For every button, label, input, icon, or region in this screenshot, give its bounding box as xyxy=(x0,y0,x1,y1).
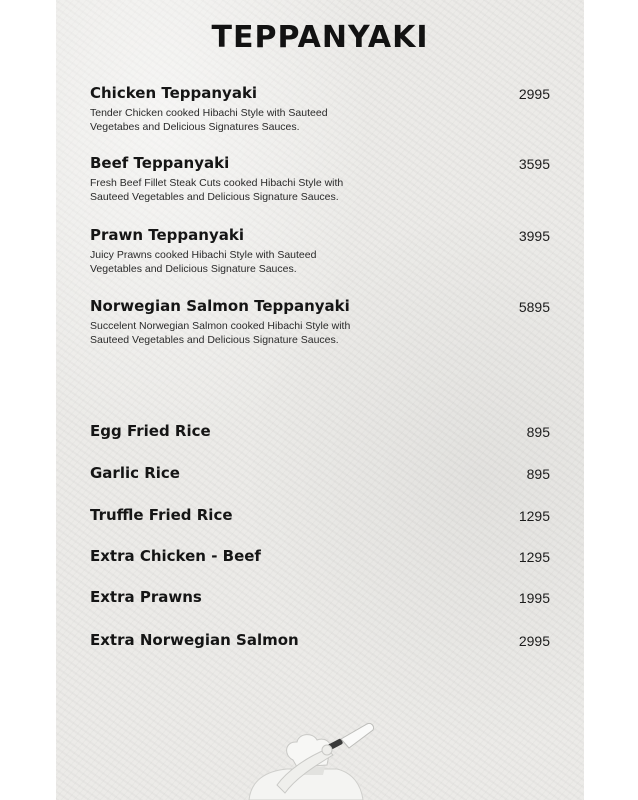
side-item-name: Extra Norwegian Salmon xyxy=(90,631,299,649)
menu-item-price: 2995 xyxy=(518,86,550,102)
menu-item-price: 3995 xyxy=(518,228,550,244)
side-item-price: 1295 xyxy=(518,508,550,524)
menu-item-name: Norwegian Salmon Teppanyaki xyxy=(90,297,350,315)
menu-item-description: Succelent Norwegian Salmon cooked Hibachi Style with Sauteed Vegetables and Delicious Signature Sauces. xyxy=(90,320,351,346)
side-item-price: 1295 xyxy=(518,549,550,565)
menu-item-price: 3595 xyxy=(518,156,550,172)
menu-title: TEPPANYAKI xyxy=(211,20,429,55)
side-item-price: 895 xyxy=(526,424,550,440)
side-item-price: 1995 xyxy=(518,590,550,606)
menu-page xyxy=(56,0,584,800)
menu-item-description: Juicy Prawns cooked Hibachi Style with Sauteed Vegetables and Delicious Signature Sauces. xyxy=(90,249,317,275)
menu-item-name: Beef Teppanyaki xyxy=(90,154,230,172)
menu-item-name: Prawn Teppanyaki xyxy=(90,226,244,244)
side-item-price: 895 xyxy=(526,466,550,482)
menu-item-name: Chicken Teppanyaki xyxy=(90,84,258,102)
side-item-price: 2995 xyxy=(518,633,550,649)
menu-item-description: Fresh Beef Fillet Steak Cuts cooked Hibachi Style with Sauteed Vegetables and Delicious Signature Sauces. xyxy=(90,177,344,203)
menu-item-description: Tender Chicken cooked Hibachi Style with Sauteed Vegetabes and Delicious Signatures Sauces. xyxy=(90,107,328,133)
menu-item-price: 5895 xyxy=(518,299,550,315)
side-item-name: Truffle Fried Rice xyxy=(90,506,233,524)
side-item-name: Extra Chicken - Beef xyxy=(90,547,261,565)
side-item-name: Garlic Rice xyxy=(90,464,180,482)
side-item-name: Extra Prawns xyxy=(90,588,202,606)
chef-with-cleaver-icon xyxy=(241,715,381,800)
side-item-name: Egg Fried Rice xyxy=(90,422,211,440)
